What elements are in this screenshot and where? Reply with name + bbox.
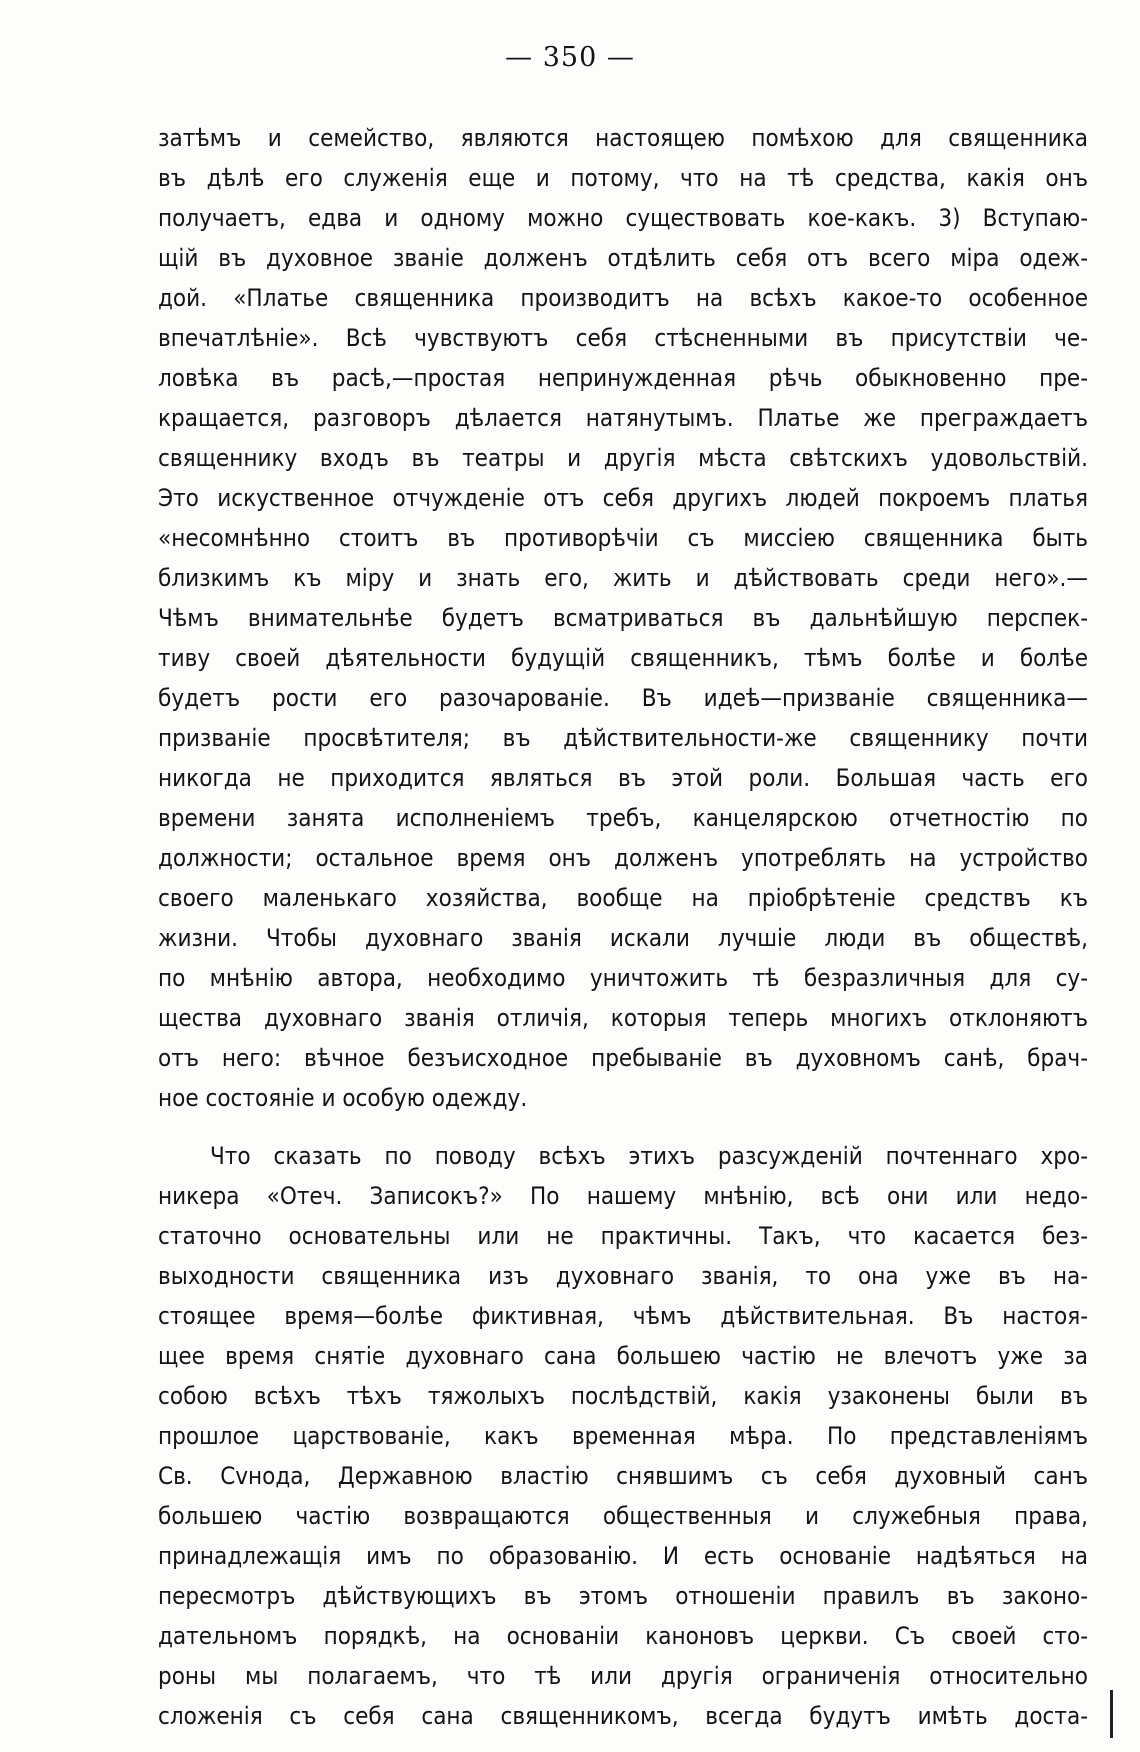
text-line: тиву своей дѣятельности будущій священникъ, тѣмъ болѣе и болѣе: [158, 644, 1088, 672]
text-line: Св. Сvнода, Державною властію снявшимъ съ себя духовный санъ: [158, 1462, 1088, 1490]
text-line: Чѣмъ внимательнѣе будетъ всматриваться въ дальнѣйшую перспек-: [158, 604, 1088, 632]
text-line: отъ него: вѣчное безъисходное пребываніе въ духовномъ санѣ, брач-: [158, 1044, 1088, 1072]
text-line: стоящее время—болѣе фиктивная, чѣмъ дѣйствительная. Въ настоя-: [158, 1302, 1088, 1330]
text-line: времени занята исполненіемъ требъ, канцелярскою отчетностію по: [158, 804, 1088, 832]
text-line: роны мы полагаемъ, что тѣ или другія ограниченія относительно: [158, 1662, 1088, 1690]
text-line: будетъ рости его разочарованіе. Въ идеѣ—призваніе священника—: [158, 684, 1088, 712]
text-line: Это искуственное отчужденіе отъ себя другихъ людей покроемъ платья: [158, 484, 1088, 512]
text-line: собою всѣхъ тѣхъ тяжолыхъ послѣдствій, какія узаконены были въ: [158, 1382, 1088, 1410]
text-line: впечатлѣніе». Всѣ чувствуютъ себя стѣсненными въ присутствіи че-: [158, 324, 1088, 352]
text-line: священнику входъ въ театры и другія мѣста свѣтскихъ удовольствій.: [158, 444, 1088, 472]
paragraph-2: [158, 1136, 1088, 1736]
text-line: кращается, разговоръ дѣлается натянутымъ. Платье же преграждаетъ: [158, 404, 1088, 432]
text-line: «несомнѣнно стоитъ въ противорѣчіи съ миссіею священника быть: [158, 524, 1088, 552]
text-line: въ дѣлѣ его служенія еще и потому, что на тѣ средства, какія онъ: [158, 164, 1088, 192]
text-line: близкимъ къ міру и знать его, жить и дѣйствовать среди него».—: [158, 564, 1088, 592]
text-line: щее время снятіе духовнаго сана большею частію не влечотъ уже за: [158, 1342, 1088, 1370]
paragraph-1: [158, 118, 1088, 1118]
text-line: никера «Отеч. Записокъ?» По нашему мнѣнію, всѣ они или недо-: [158, 1182, 1088, 1210]
page-number: — 350 —: [505, 42, 635, 73]
text-line: прошлое царствованіе, какъ временная мѣра. По представленіямъ: [158, 1422, 1088, 1450]
margin-mark: [1110, 1690, 1113, 1738]
text-line: принадлежащія имъ по образованію. И есть основаніе надѣяться на: [158, 1542, 1088, 1570]
paragraph-gap: [158, 1118, 1088, 1136]
text-line: пересмотръ дѣйствующихъ въ этомъ отношеніи правилъ въ законо-: [158, 1582, 1088, 1610]
text-line: должности; остальное время онъ долженъ употреблять на устройство: [158, 844, 1088, 872]
text-line: призваніе просвѣтителя; въ дѣйствительности-же священнику почти: [158, 724, 1088, 752]
text-line: жизни. Чтобы духовнаго званія искали лучшіе люди въ обществѣ,: [158, 924, 1088, 952]
body-text: [158, 118, 1088, 1736]
text-line: дательномъ порядкѣ, на основаніи каноновъ церкви. Съ своей сто-: [158, 1622, 1088, 1650]
text-line: по мнѣнію автора, необходимо уничтожить тѣ безразличныя для су-: [158, 964, 1088, 992]
text-line: Что сказать по поводу всѣхъ этихъ разсужденій почтеннаго хро-: [210, 1142, 1088, 1170]
text-line: щества духовнаго званія отличія, которыя теперь многихъ отклоняютъ: [158, 1004, 1088, 1032]
text-line: статочно основательны или не практичны. Такъ, что касается без-: [158, 1222, 1088, 1250]
text-line: щій въ духовное званіе долженъ отдѣлить себя отъ всего міра одеж-: [158, 244, 1088, 272]
text-line: выходности священника изъ духовнаго званія, то она уже въ на-: [158, 1262, 1088, 1290]
text-line: ное состояніе и особую одежду.: [158, 1084, 528, 1112]
text-line: дой. «Платье священника производитъ на всѣхъ какое-то особенное: [158, 284, 1088, 312]
text-line: ловѣка въ расѣ,—простая непринужденная рѣчь обыкновенно пре-: [158, 364, 1088, 392]
text-line: большею частію возвращаются общественныя и служебныя права,: [158, 1502, 1088, 1530]
text-line: затѣмъ и семейство, являются настоящею помѣхою для священника: [158, 124, 1088, 152]
text-line: своего маленькаго хозяйства, вообще на пріобрѣтеніе средствъ къ: [158, 884, 1088, 912]
text-line: получаетъ, едва и одному можно существовать кое-какъ. 3) Вступаю-: [158, 204, 1088, 232]
text-line: никогда не приходится являться въ этой роли. Большая часть его: [158, 764, 1088, 792]
text-line: сложенія съ себя сана священникомъ, всегда будутъ имѣть доста-: [158, 1702, 1088, 1730]
